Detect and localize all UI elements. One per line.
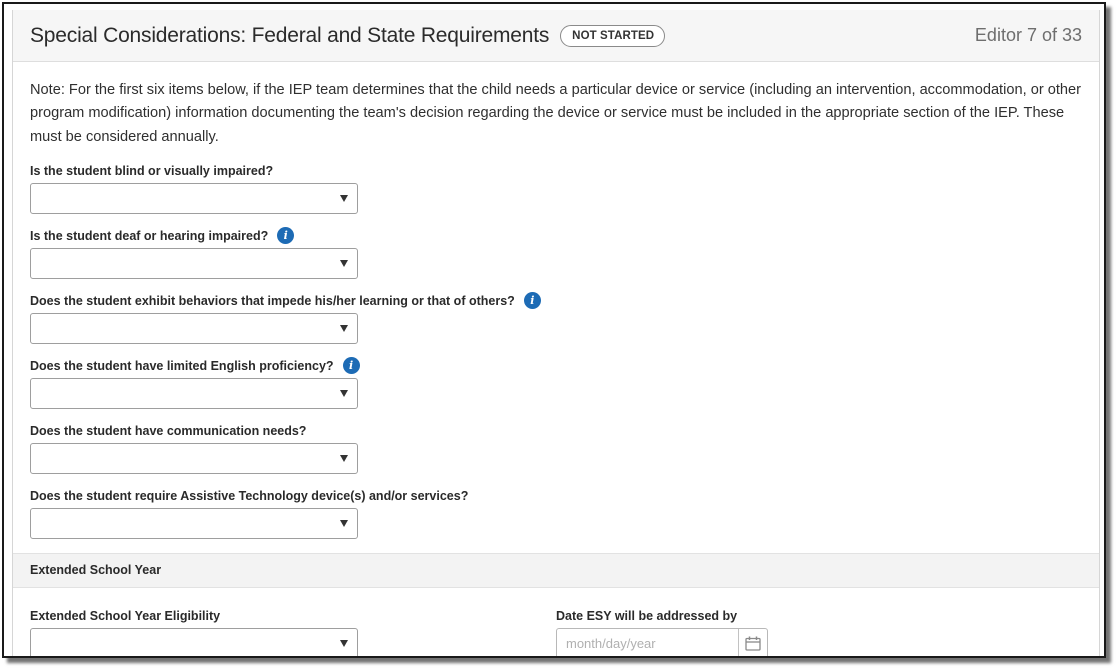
assistive-technology-dropdown[interactable] — [30, 508, 358, 539]
question-label-row — [30, 485, 1082, 507]
question-assistive-technology — [30, 485, 1082, 539]
question-label-row — [30, 605, 358, 627]
communication-needs-dropdown[interactable] — [30, 443, 358, 474]
english-proficiency-dropdown[interactable] — [30, 378, 358, 409]
info-icon[interactable]: i — [524, 292, 541, 309]
chevron-down-icon — [340, 390, 348, 397]
chevron-down-icon — [340, 325, 348, 332]
question-label-row — [30, 355, 1082, 377]
esy-date-field — [556, 605, 768, 656]
instruction-note: Note: For the first six items below, if the IEP team determines that the child needs a particular device or service (including an intervention, accommodation, or other program modification) information documenting the team's decision regarding the device or service must be included in the appropriate section of the IEP. These must be considered annually. — [30, 82, 1081, 145]
section-header-esy — [13, 553, 1099, 588]
question-label-row — [30, 225, 1082, 247]
deaf-hearing-impaired-dropdown[interactable] — [30, 248, 358, 279]
esy-eligibility-field — [30, 605, 358, 656]
chevron-down-icon — [340, 195, 348, 202]
question-label: Is the student deaf or hearing impaired? — [30, 228, 269, 243]
question-label: Does the student have communication needs? — [30, 423, 307, 438]
question-english-proficiency — [30, 355, 1082, 409]
esy-date-input[interactable] — [566, 630, 742, 656]
status-badge: NOT STARTED — [560, 25, 665, 47]
question-behaviors — [30, 290, 1082, 344]
question-deaf — [30, 225, 1082, 279]
blind-visually-impaired-dropdown[interactable] — [30, 183, 358, 214]
chevron-down-icon — [340, 640, 348, 647]
question-blind — [30, 160, 1082, 214]
esy-section — [13, 588, 1099, 656]
esy-date-input-wrapper — [556, 628, 768, 656]
question-label: Is the student blind or visually impaired? — [30, 163, 274, 178]
page-title: Special Considerations: Federal and State Requirements — [30, 23, 550, 47]
question-label: Does the student have limited English proficiency? — [30, 358, 334, 373]
info-icon[interactable]: i — [277, 227, 294, 244]
chevron-down-icon — [340, 260, 348, 267]
behaviors-dropdown[interactable] — [30, 313, 358, 344]
question-label: Does the student require Assistive Technology device(s) and/or services? — [30, 488, 469, 503]
esy-date-label: Date ESY will be addressed by — [556, 608, 738, 623]
section-title: Extended School Year — [30, 563, 162, 578]
question-label-row — [30, 160, 1082, 182]
esy-eligibility-label: Extended School Year Eligibility — [30, 608, 221, 623]
question-label-row — [556, 605, 768, 627]
question-label-row — [30, 420, 1082, 442]
question-label: Does the student exhibit behaviors that impede his/her learning or that of others? — [30, 293, 515, 308]
esy-eligibility-dropdown[interactable] — [30, 628, 358, 656]
editor-header — [13, 10, 1099, 62]
chevron-down-icon — [340, 520, 348, 527]
question-label-row — [30, 290, 1082, 312]
question-communication — [30, 420, 1082, 474]
chevron-down-icon — [340, 455, 348, 462]
info-icon[interactable]: i — [343, 357, 360, 374]
editor-panel — [12, 10, 1100, 656]
editor-count: Editor 7 of 33 — [974, 25, 1082, 45]
window-frame — [2, 2, 1106, 658]
calendar-icon[interactable] — [738, 629, 767, 656]
editor-body — [13, 62, 1099, 539]
